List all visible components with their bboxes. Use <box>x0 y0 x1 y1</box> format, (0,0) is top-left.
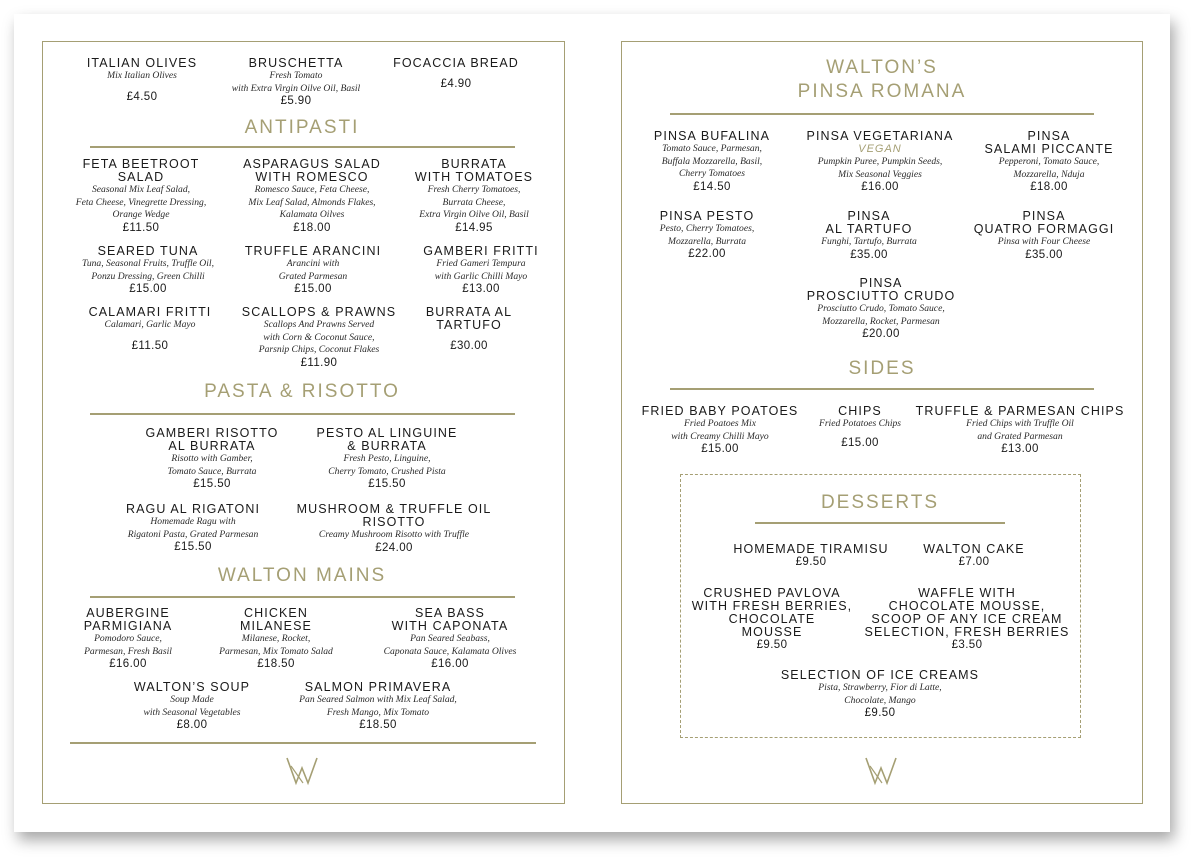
item-desc: Fresh Tomato <box>269 70 323 81</box>
item-desc: Caponata Sauce, Kalamata Olives <box>383 645 517 657</box>
menu-item <box>733 543 888 569</box>
item-price: £14.95 <box>455 221 493 234</box>
item-name: WITH FRESH BERRIES, <box>691 599 853 613</box>
item-name: FETA BEETROOT <box>82 157 200 171</box>
section-divider <box>90 146 515 148</box>
item-name: RAGU AL RIGATONI <box>125 502 261 516</box>
item-price: £18.50 <box>257 658 295 671</box>
item-price: £13.00 <box>1001 443 1039 456</box>
item-name: SCOOP OF ANY ICE CREAM <box>871 612 1063 626</box>
item-price: £15.00 <box>841 436 879 449</box>
item-price: £18.50 <box>359 719 397 732</box>
item-name: ITALIAN OLIVES <box>86 56 198 70</box>
menu-item <box>660 210 755 261</box>
item-name: BURRATA <box>441 157 507 171</box>
menu-item <box>807 277 956 341</box>
item-desc: Creamy Mushroom Risotto with Truffle <box>318 529 470 540</box>
item-price: £15.00 <box>701 443 739 456</box>
item-price: £11.90 <box>300 356 338 369</box>
section-divider <box>670 388 1094 390</box>
item-name: SEA BASS <box>415 606 485 620</box>
item-name: PINSA BUFALINA <box>653 129 771 143</box>
item-price: £9.50 <box>864 707 896 720</box>
item-name: TRUFFLE & PARMESAN CHIPS <box>915 404 1125 418</box>
item-name: SALMON PRIMAVERA <box>304 680 452 694</box>
menu-item <box>692 587 853 652</box>
menu-item <box>423 245 538 296</box>
item-desc: Fried Gameri Tempura <box>436 258 526 269</box>
item-name: SALAMI PICCANTE <box>984 142 1114 156</box>
item-name: PINSA <box>1027 129 1071 143</box>
footer-divider <box>70 742 536 744</box>
item-desc: Mozzarella, Nduja <box>1013 168 1085 180</box>
item-name: SALAD <box>117 170 165 184</box>
menu-item <box>243 158 381 235</box>
menu-item <box>426 306 512 353</box>
menu-item <box>87 57 197 104</box>
item-name: TRUFFLE ARANCINI <box>244 244 382 258</box>
item-name: GAMBERI RISOTTO <box>145 426 279 440</box>
item-name: MUSHROOM & TRUFFLE OIL <box>296 502 492 516</box>
item-desc: Scallops And Prawns Served <box>263 319 375 330</box>
item-desc: Parmesan, Mix Tomato Salad <box>219 645 333 657</box>
item-desc: Risotto with Gamber, <box>171 453 253 464</box>
menu-item <box>415 158 533 235</box>
item-name: PINSA VEGETARIANA <box>806 129 954 143</box>
item-desc: Parmesan, Fresh Basil <box>84 645 172 657</box>
item-desc: Pista, Strawberry, Fior di Latte, <box>818 682 942 693</box>
item-price: £3.50 <box>951 639 983 651</box>
item-price: £13.00 <box>462 283 500 296</box>
item-desc: Arancini with <box>286 258 340 269</box>
item-name: PESTO AL LINGUINE <box>316 426 458 440</box>
item-price: £18.00 <box>1030 181 1068 194</box>
item-price: £15.50 <box>193 478 231 491</box>
item-desc: Pomodoro Sauce, <box>94 633 162 644</box>
item-price: £18.00 <box>293 221 331 234</box>
item-desc: Parsnip Chips, Coconut Flakes <box>258 344 380 356</box>
item-name: WALTON’S SOUP <box>133 680 251 694</box>
item-desc: Mix Seasonal Veggies <box>838 168 922 180</box>
item-price: £35.00 <box>850 248 888 261</box>
item-desc: Pumpkin Puree, Pumpkin Seeds, <box>817 156 943 167</box>
item-desc: Fried Potatoes Chips <box>818 418 902 429</box>
item-name: HOMEMADE TIRAMISU <box>733 542 889 556</box>
menu-item <box>245 245 381 296</box>
item-desc: with Extra Virgin Oilve Oil, Basil <box>231 82 361 94</box>
section-title-sides: SIDES <box>848 358 916 379</box>
item-price: £16.00 <box>861 181 899 194</box>
item-name: PINSA <box>847 209 891 223</box>
item-desc: Fresh Pesto, Linguine, <box>343 453 431 464</box>
item-price: £24.00 <box>375 541 413 554</box>
item-price: £22.00 <box>688 248 726 261</box>
menu-item <box>219 607 333 671</box>
item-name: & BURRATA <box>347 439 427 453</box>
item-desc: Tuna, Seasonal Fruits, Truffle Oil, <box>82 258 214 269</box>
item-name: FRIED BABY POATOES <box>641 404 799 418</box>
item-desc: Seasonal Mix Leaf Salad, <box>91 184 191 195</box>
item-desc: Ponzu Dressing, Green Chilli <box>91 270 205 282</box>
menu-item <box>916 405 1125 456</box>
item-name: ASPARAGUS SALAD <box>243 157 381 171</box>
menu-item <box>819 405 901 450</box>
item-name: MOUSSE <box>741 625 803 639</box>
section-title-pinsa <box>798 56 967 104</box>
menu-item <box>134 681 250 732</box>
item-name: SELECTION, FRESH BERRIES <box>864 625 1070 639</box>
item-desc: with Garlic Chilli Mayo <box>434 270 528 282</box>
menu-item <box>974 210 1115 262</box>
item-price: £15.00 <box>294 283 332 296</box>
item-name: RISOTTO <box>362 515 426 529</box>
item-name: TARTUFO <box>436 318 502 332</box>
item-price: £5.90 <box>280 95 312 108</box>
item-name: WALTON CAKE <box>923 542 1025 556</box>
item-price: £9.50 <box>756 639 788 651</box>
item-name: AUBERGINE <box>86 606 170 620</box>
section-title-pasta: PASTA & RISOTTO <box>204 381 400 402</box>
item-desc: Cherry Tomato, Crushed Pista <box>328 465 446 477</box>
item-name: SEARED TUNA <box>97 244 199 258</box>
menu-item <box>82 245 214 296</box>
item-price: £11.50 <box>131 339 169 352</box>
item-desc: Mix Leaf Salad, Almonds Flakes, <box>248 196 376 208</box>
pinsa-title-line: PINSA ROMANA <box>797 81 967 102</box>
item-desc: Fresh Mango, Mix Tomato <box>326 706 430 718</box>
menu-item <box>654 130 770 194</box>
item-desc: Extra Virgin Oilve Oil, Basil <box>419 209 529 221</box>
item-name: CHOCOLATE MOUSSE, <box>888 599 1046 613</box>
item-name: SCALLOPS & PRAWNS <box>241 305 397 319</box>
item-desc: Mozzarella, Burrata <box>667 235 746 247</box>
item-name: AL BURRATA <box>168 439 256 453</box>
item-price: £16.00 <box>431 658 469 671</box>
menu-item <box>297 503 492 555</box>
item-desc: Cherry Tomatoes <box>678 168 746 180</box>
item-desc: Calamari, Garlic Mayo <box>104 319 196 330</box>
item-price: £15.00 <box>129 283 167 296</box>
item-name: PINSA <box>859 276 903 290</box>
menu-item <box>821 210 917 262</box>
item-desc: Pepperoni, Tomato Sauce, <box>998 156 1100 167</box>
item-name: PARMIGIANA <box>83 619 173 633</box>
item-desc: Tomato Sauce, Parmesan, <box>662 143 762 154</box>
item-price: £4.90 <box>440 78 472 90</box>
item-name: PINSA <box>1022 209 1066 223</box>
menu-item <box>865 587 1070 652</box>
walton-logo-icon <box>864 756 898 786</box>
item-name: FOCACCIA BREAD <box>393 56 519 70</box>
section-divider <box>90 596 515 598</box>
item-price: £20.00 <box>862 328 900 341</box>
item-desc: Prosciutto Crudo, Tomato Sauce, <box>817 303 945 314</box>
item-name: CHIPS <box>838 404 882 418</box>
item-price: £7.00 <box>958 556 990 568</box>
item-name: CHOCOLATE <box>728 612 816 626</box>
section-title-mains: WALTON MAINS <box>217 565 387 586</box>
item-price: £35.00 <box>1025 248 1063 261</box>
menu-item <box>642 405 799 456</box>
menu-item <box>84 607 173 671</box>
item-name: GAMBERI FRITTI <box>423 244 539 258</box>
section-divider <box>90 413 515 415</box>
item-desc: Buffala Mozzarella, Basil, <box>661 155 763 167</box>
item-name: CHICKEN <box>244 606 308 620</box>
section-divider <box>755 522 1005 524</box>
item-desc: and Grated Parmesan <box>977 430 1063 442</box>
item-price: £16.00 <box>109 658 147 671</box>
item-desc: Homemade Ragu with <box>150 516 236 527</box>
item-desc: Mix Italian Olives <box>107 70 177 81</box>
item-desc: Grated Parmesan <box>278 270 348 282</box>
item-name: AL TARTUFO <box>825 222 913 236</box>
menu-item <box>126 503 260 554</box>
item-name: SELECTION OF ICE CREAMS <box>780 668 980 682</box>
menu-item <box>146 427 279 491</box>
item-desc: with Corn & Coconut Sauce, <box>263 331 375 343</box>
item-name: WITH ROMESCO <box>255 170 369 184</box>
item-name: WITH CAPONATA <box>391 619 509 633</box>
menu-item <box>393 57 519 91</box>
item-desc: Fresh Cherry Tomatoes, <box>427 184 521 195</box>
item-name: WAFFLE WITH <box>918 586 1016 600</box>
item-desc: Funghi, Tartufo, Burrata <box>821 236 917 247</box>
menu-item <box>89 306 212 353</box>
menu-item <box>984 130 1113 194</box>
item-name: BRUSCHETTA <box>248 56 344 70</box>
menu-item <box>76 158 206 235</box>
menu-item <box>242 306 396 370</box>
menu-item <box>807 130 954 194</box>
item-price: £30.00 <box>450 340 488 352</box>
pinsa-title-line: WALTON’S <box>826 57 938 78</box>
item-price: £14.50 <box>693 180 731 193</box>
item-desc: Orange Wedge <box>112 209 170 221</box>
item-desc: Fried Chips with Truffle Oil <box>966 418 1074 429</box>
item-name: WITH TOMATOES <box>414 170 534 184</box>
item-desc: Feta Cheese, Vinegrette Dressing, <box>75 196 207 208</box>
vegan-tag: VEGAN <box>858 143 902 155</box>
item-desc: Chocolate, Mango <box>844 694 916 706</box>
menu-item <box>781 669 979 720</box>
item-name: CRUSHED PAVLOVA <box>703 586 841 600</box>
item-desc: Fried Poatoes Mix <box>684 418 756 429</box>
item-desc: Pesto, Cherry Tomatoes, <box>659 223 755 234</box>
item-desc: Pinsa with Four Cheese <box>997 236 1091 247</box>
menu-item <box>384 607 517 671</box>
item-name: MILANESE <box>239 619 312 633</box>
item-desc: Soup Made <box>170 694 214 705</box>
item-desc: Milanese, Rocket, <box>241 633 311 644</box>
item-name: PINSA PESTO <box>659 209 755 223</box>
item-name: PROSCIUTTO CRUDO <box>806 289 956 303</box>
item-desc: Rigatoni Pasta, Grated Parmesan <box>127 528 259 540</box>
item-price: £15.50 <box>368 478 406 491</box>
item-desc: Pan Seared Seabass, <box>410 633 490 644</box>
item-price: £8.00 <box>176 719 208 732</box>
menu-item <box>923 543 1024 569</box>
item-desc: with Seasonal Vegetables <box>143 706 241 718</box>
item-price: £9.50 <box>795 556 827 568</box>
item-desc: Pan Seared Salmon with Mix Leaf Salad, <box>299 694 457 705</box>
menu-item <box>232 57 360 108</box>
item-desc: Burrata Cheese, <box>442 196 506 208</box>
menu-item <box>299 681 457 732</box>
item-desc: Tomato Sauce, Burrata <box>167 465 257 477</box>
item-price: £15.50 <box>174 541 212 554</box>
item-name: CALAMARI FRITTI <box>88 305 212 319</box>
walton-logo-icon <box>285 756 319 786</box>
item-desc: Romesco Sauce, Feta Cheese, <box>254 184 370 195</box>
item-desc: with Creamy Chilli Mayo <box>671 430 769 442</box>
item-price: £4.50 <box>126 90 158 103</box>
section-title-antipasti: ANTIPASTI <box>244 117 360 138</box>
item-desc: Mozzarella, Rocket, Parmesan <box>822 315 940 327</box>
item-price: £11.50 <box>122 221 160 234</box>
item-desc: Kalamata Oilves <box>279 209 345 221</box>
section-title-desserts: DESSERTS <box>820 492 940 513</box>
menu-item <box>317 427 458 491</box>
item-name: QUATRO FORMAGGI <box>973 222 1115 236</box>
section-divider <box>670 113 1094 115</box>
item-name: BURRATA AL <box>425 305 513 319</box>
